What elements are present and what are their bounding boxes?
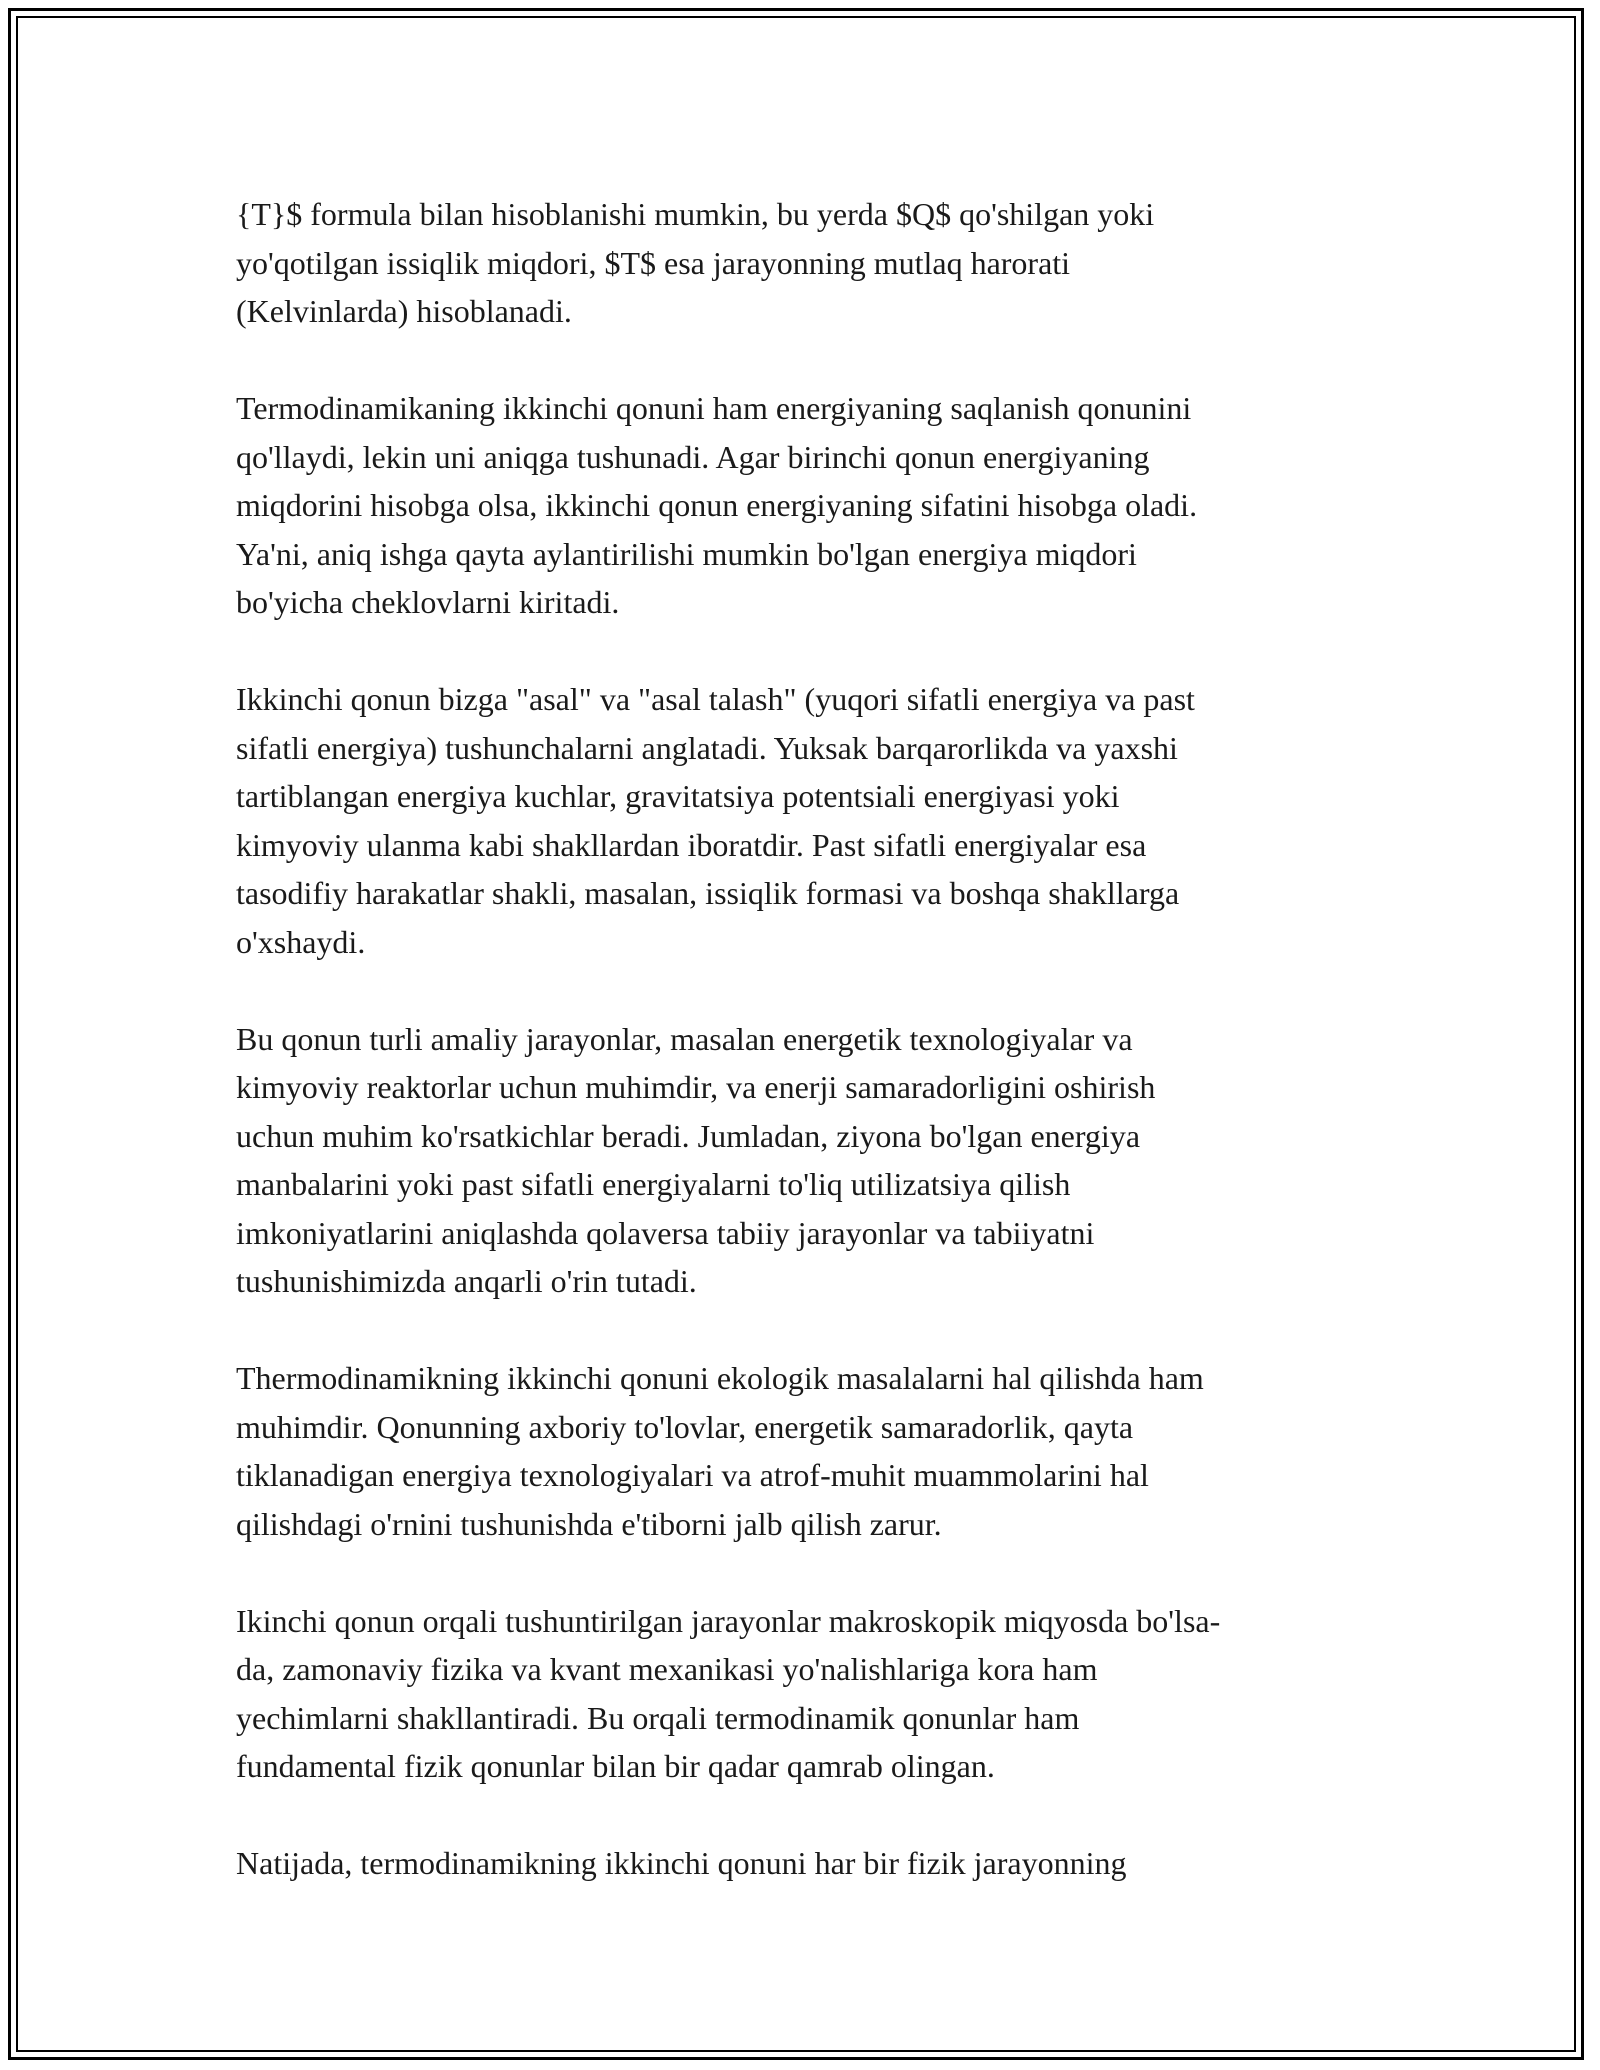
paragraph bbox=[236, 1354, 1376, 1548]
text-line: Ikinchi qonun orqali tushuntirilgan jarayonlar makroskopik miqyosda bo'lsa- bbox=[236, 1602, 1221, 1639]
text-line: bo'yicha cheklovlarni kiritadi. bbox=[236, 584, 620, 620]
text-line: (Kelvinlarda) hisoblanadi. bbox=[236, 293, 572, 329]
text-line: miqdorini hisobga olsa, ikkinchi qonun energiyaning sifatini hisobga oladi. bbox=[236, 487, 1198, 523]
text-line: tiklanadigan energiya texnologiyalari va atrof-muhit muammolarini hal bbox=[236, 1457, 1149, 1493]
text-line: kimyoviy reaktorlar uchun muhimdir, va enerji samaradorligini oshirish bbox=[236, 1069, 1156, 1105]
text-line: qilishdagi o'rnini tushunishda e'tiborni jalb qilish zarur. bbox=[236, 1505, 942, 1542]
text-line: {T}$ formula bilan hisoblanishi mumkin, bu yerda $Q$ qo'shilgan yoki bbox=[236, 196, 1155, 232]
text-line: tushunishimizda anqarli o'rin tutadi. bbox=[236, 1263, 697, 1299]
document-body bbox=[236, 190, 1376, 1888]
text-line: uchun muhim ko'rsatkichlar beradi. Jumladan, ziyona bo'lgan energiya bbox=[236, 1117, 1141, 1154]
text-line: imkoniyatlarini aniqlashda qolaversa tabiiy jarayonlar va tabiiyatni bbox=[236, 1214, 1095, 1251]
text-line: fundamental fizik qonunlar bilan bir qadar qamrab olingan. bbox=[236, 1748, 995, 1784]
paragraph bbox=[236, 1597, 1376, 1791]
text-line: tasodifiy harakatlar shakli, masalan, issiqlik formasi va boshqa shakllarga bbox=[236, 875, 1180, 911]
paragraph bbox=[236, 1015, 1376, 1306]
paragraph bbox=[236, 384, 1376, 627]
text-line: Bu qonun turli amaliy jarayonlar, masalan energetik texnologiyalar va bbox=[236, 1020, 1133, 1057]
text-line: Ya'ni, aniq ishga qayta aylantirilishi mumkin bo'lgan energiya miqdori bbox=[236, 535, 1137, 572]
text-line: sifatli energiya) tushunchalarni anglatadi. Yuksak barqarorlikda va yaxshi bbox=[236, 729, 1178, 766]
text-line: Termodinamikaning ikkinchi qonuni ham energiyaning saqlanish qonunini bbox=[236, 390, 1192, 426]
text-line: tartiblangan energiya kuchlar, gravitatsiya potentsiali energiyasi yoki bbox=[236, 778, 1120, 814]
text-line: da, zamonaviy fizika va kvant mexanikasi yo'nalishlariga kora ham bbox=[236, 1651, 1098, 1687]
text-line: Ikkinchi qonun bizga "asal" va "asal talash" (yuqori sifatli energiya va past bbox=[236, 681, 1195, 717]
text-line: kimyoviy ulanma kabi shakllardan iboratdir. Past sifatli energiyalar esa bbox=[236, 826, 1147, 863]
text-line: yo'qotilgan issiqlik miqdori, $T$ esa jarayonning mutlaq harorati bbox=[236, 244, 1071, 281]
text-line: qo'llaydi, lekin uni aniqga tushunadi. Agar birinchi qonun energiyaning bbox=[236, 438, 1150, 475]
text-line: yechimlarni shakllantiradi. Bu orqali termodinamik qonunlar ham bbox=[236, 1699, 1080, 1736]
paragraph bbox=[236, 190, 1376, 336]
text-line: manbalarini yoki past sifatli energiyalarni to'liq utilizatsiya qilish bbox=[236, 1166, 1071, 1202]
paragraph bbox=[236, 675, 1376, 966]
text-line: o'xshaydi. bbox=[236, 923, 366, 960]
paragraph bbox=[236, 1839, 1376, 1888]
text-line: Thermodinamikning ikkinchi qonuni ekologik masalalarni hal qilishda ham bbox=[236, 1360, 1204, 1396]
text-line: Natijada, termodinamikning ikkinchi qonuni har bir fizik jarayonning bbox=[236, 1845, 1127, 1881]
text-line: muhimdir. Qonunning axboriy to'lovlar, energetik samaradorlik, qayta bbox=[236, 1408, 1134, 1445]
